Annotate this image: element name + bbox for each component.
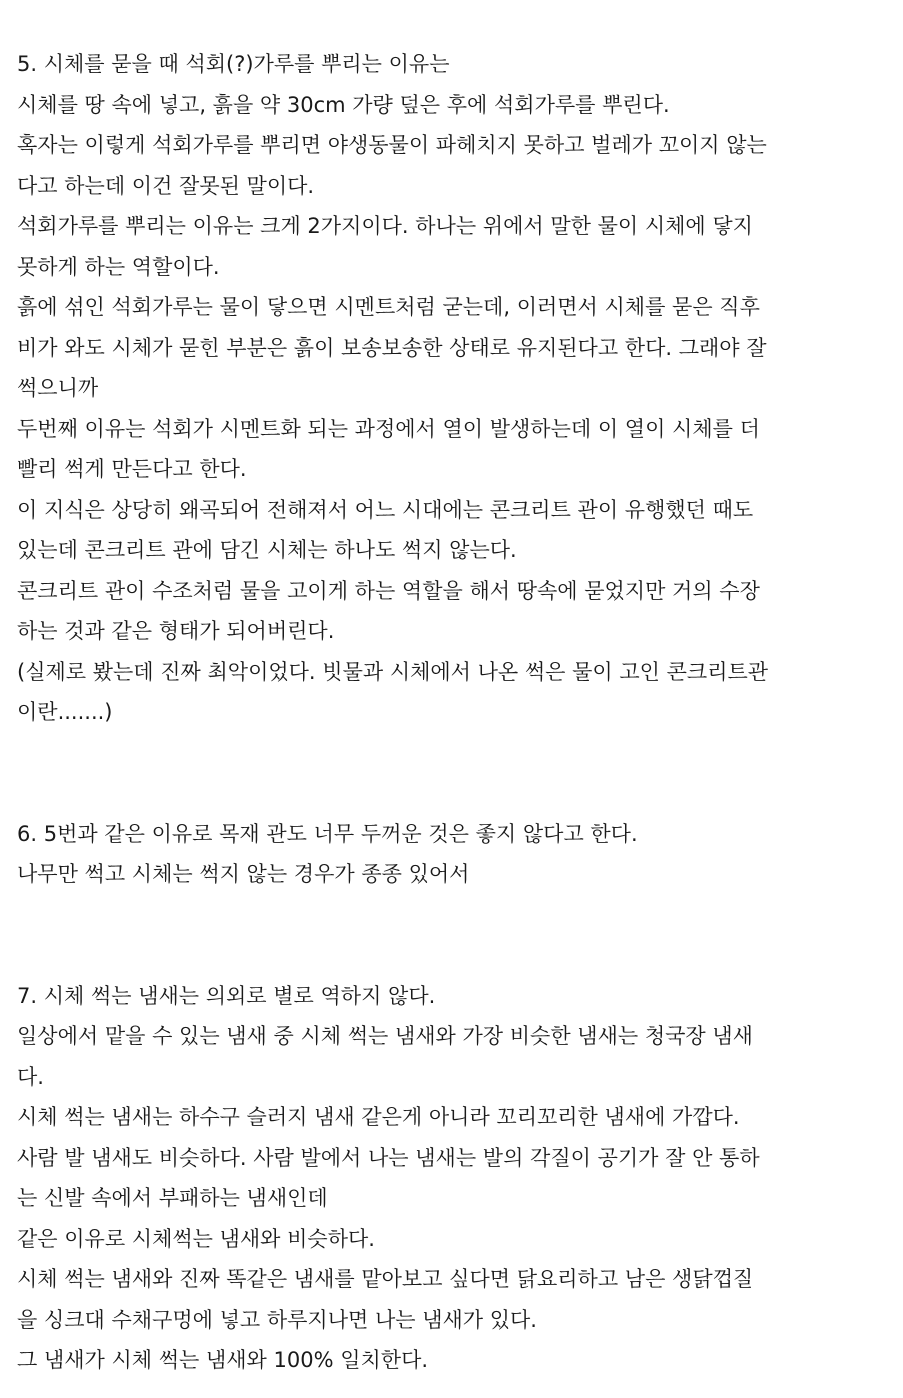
- section-7: [17, 976, 877, 1381]
- text-line: 썩으니까: [17, 376, 99, 400]
- text-line: 다고 하는데 이건 잘못된 말이다.: [17, 173, 315, 198]
- text-line: 두번째 이유는 석회가 시멘트화 되는 과정에서 열이 발생하는데 이 열이 시체를 더: [17, 416, 760, 441]
- text-line: 시체를 땅 속에 넣고, 흙을 약 30cm 가량 덮은 후에 석회가루를 뿌린다.: [17, 92, 670, 117]
- text-line: 혹자는 이렇게 석회가루를 뿌리면 야생동물이 파헤치지 못하고 벌레가 꼬이지 않는: [17, 133, 767, 157]
- text-line: 이란.......): [17, 700, 113, 724]
- text-line: 그 냄새가 시체 썩는 냄새와 100% 일치한다.: [17, 1348, 429, 1372]
- text-line: 있는데 콘크리트 관에 담긴 시체는 하나도 썩지 않는다.: [17, 538, 517, 562]
- text-line: 사람 발 냄새도 비슷하다. 사람 발에서 나는 냄새는 발의 각질이 공기가 잘 안 통하: [17, 1145, 760, 1170]
- text-line: 을 싱크대 수채구멍에 넣고 하루지나면 나는 냄새가 있다.: [17, 1307, 537, 1332]
- section-heading: 6. 5번과 같은 이유로 목재 관도 너무 두꺼운 것은 좋지 않다고 한다.: [17, 821, 638, 846]
- section-heading: 5. 시체를 묻을 때 석회(?)가루를 뿌리는 이유는: [17, 52, 450, 76]
- section-5: [17, 44, 877, 733]
- text-line: 나무만 썩고 시체는 썩지 않는 경우가 종종 있어서: [17, 862, 470, 886]
- text-line: 흙에 섞인 석회가루는 물이 닿으면 시멘트처럼 굳는데, 이러면서 시체를 묻은 직후: [17, 295, 760, 319]
- text-line: 석회가루를 뿌리는 이유는 크게 2가지이다. 하나는 위에서 말한 물이 시체에 닿지: [17, 214, 753, 238]
- text-line: 하는 것과 같은 형태가 되어버린다.: [17, 619, 335, 643]
- text-line: 비가 와도 시체가 묻힌 부분은 흙이 보송보송한 상태로 유지된다고 한다. 그래야 잘: [17, 335, 767, 360]
- text-line: 빨리 썩게 만든다고 한다.: [17, 457, 247, 481]
- section-spacer: [17, 733, 877, 814]
- text-line: 같은 이유로 시체썩는 냄새와 비슷하다.: [17, 1226, 375, 1251]
- text-line: 못하게 하는 역할이다.: [17, 254, 220, 279]
- section-spacer: [17, 895, 877, 976]
- section-heading: 7. 시체 썩는 냄새는 의외로 별로 역하지 않다.: [17, 983, 436, 1008]
- text-line: 시체 썩는 냄새는 하수구 슬러지 냄새 같은게 아니라 꼬리꼬리한 냄새에 가깝다.: [17, 1105, 740, 1129]
- text-line: 다.: [17, 1064, 44, 1089]
- text-line: 이 지식은 상당히 왜곡되어 전해져서 어느 시대에는 콘크리트 관이 유행했던 때도: [17, 497, 754, 522]
- text-line: (실제로 봤는데 진짜 최악이었다. 빗물과 시체에서 나온 썩은 물이 고인 콘크리트관: [17, 659, 769, 684]
- text-line: 는 신발 속에서 부패하는 냄새인데: [17, 1186, 328, 1210]
- text-line: 콘크리트 관이 수조처럼 물을 고이게 하는 역할을 해서 땅속에 묻었지만 거의 수장: [17, 578, 760, 603]
- text-line: 일상에서 맡을 수 있는 냄새 중 시체 썩는 냄새와 가장 비슷한 냄새는 청국장 냄새: [17, 1024, 753, 1048]
- text-line: 시체 썩는 냄새와 진짜 똑같은 냄새를 맡아보고 싶다면 닭요리하고 남은 생닭껍질: [17, 1267, 754, 1291]
- document-body: [17, 44, 877, 1381]
- section-6: [17, 814, 877, 895]
